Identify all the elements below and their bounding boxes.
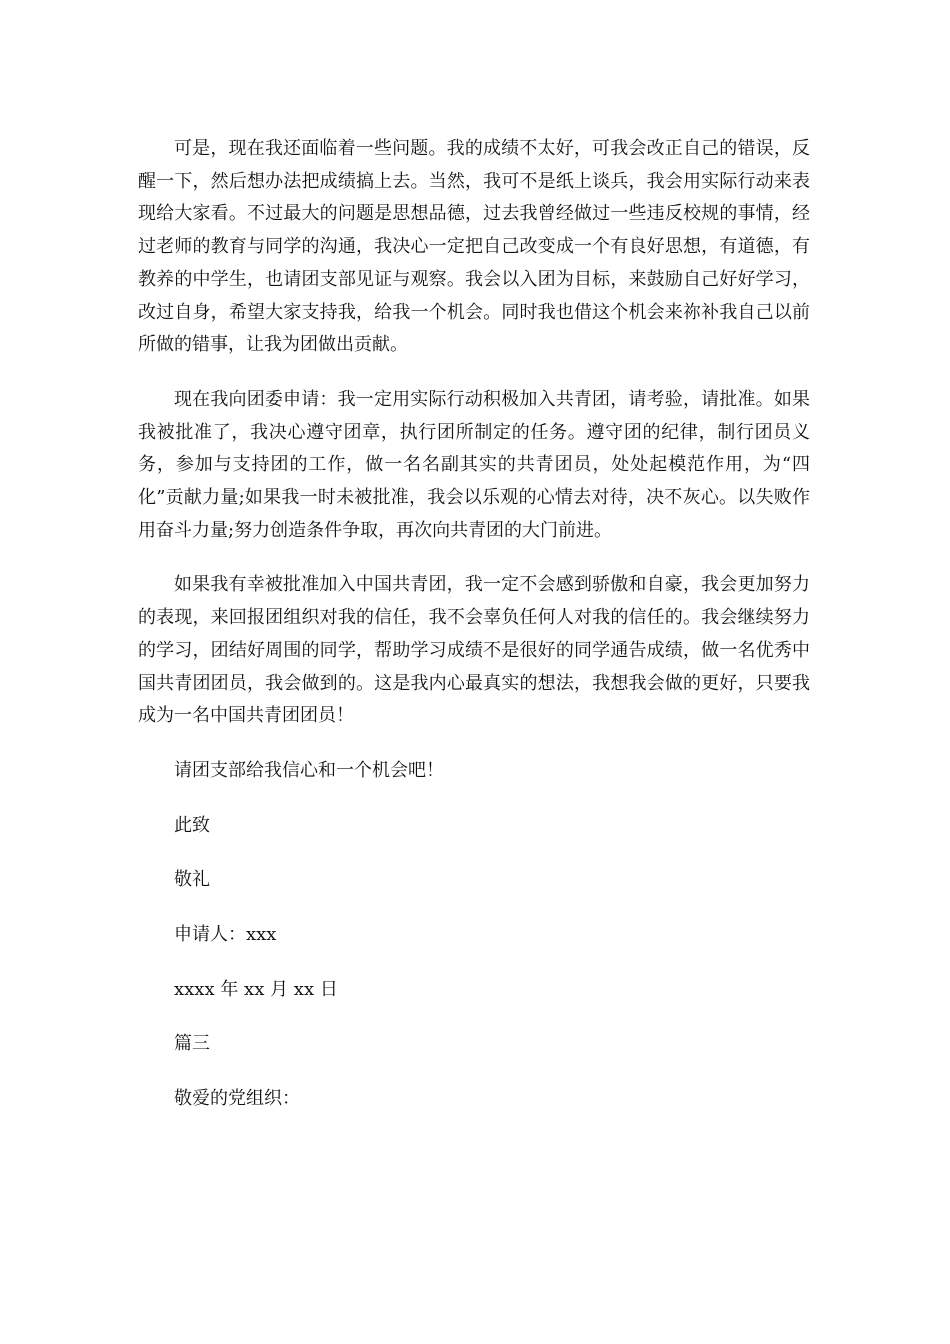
section-heading: 篇三 [174, 1033, 210, 1055]
closing-request: 请团支部给我信心和一个机会吧！ [174, 759, 444, 781]
paragraph-application: 现在我向团委申请：我一定用实际行动积极加入共青团，请考验，请批准。如果我被批准了，我决心遵守团章，执行团所制定的任务。遵守团的纪律，制行团员义务，参加与支持团的工作，做一名名副其实的共青团员，处处起模范作用，为“四化”贡献力量;如果我一时未被批准，我会以乐观的心情去对待，决不灰心。以失败作用奋斗力量;努力创造条件争取，再次向共青团的大门前进。 [138, 388, 810, 541]
salutation-cizhi: 此致 [174, 814, 210, 836]
document-body [138, 133, 810, 1138]
paragraph-problems: 可是，现在我还面临着一些问题。我的成绩不太好，可我会改正自己的错误，反醒一下，然后想办法把成绩搞上去。当然，我可不是纸上谈兵，我会用实际行动来表现给大家看。不过最大的问题是思想品德，过去我曾经做过一些违反校规的事情，经过老师的教育与同学的沟通，我决心一定把自己改变成一个有良好思想，有道德，有教养的中学生，也请团支部见证与观察。我会以入团为目标，来鼓励自己好好学习，改过自身，希望大家支持我，给我一个机会。同时我也借这个机会来祢补我自己以前所做的错事，让我为团做出贡献。 [138, 138, 810, 356]
application-date: xxxx 年 xx 月 xx 日 [174, 978, 338, 1000]
next-greeting: 敬爱的党组织： [174, 1088, 300, 1110]
paragraph-commitment: 如果我有幸被批准加入中国共青团，我一定不会感到骄傲和自豪，我会更加努力的表现，来回报团组织对我的信任，我不会辜负任何人对我的信任的。我会继续努力的学习，团结好周围的同学，帮助学习成绩不是很好的同学通告成绩，做一名优秀中国共青团团员，我会做到的。这是我内心最真实的想法，我想我会做的更好，只要我成为一名中国共青团团员！ [138, 574, 810, 727]
salutation-jingli: 敬礼 [174, 869, 210, 891]
applicant-signature: 申请人：xxx [174, 924, 277, 946]
